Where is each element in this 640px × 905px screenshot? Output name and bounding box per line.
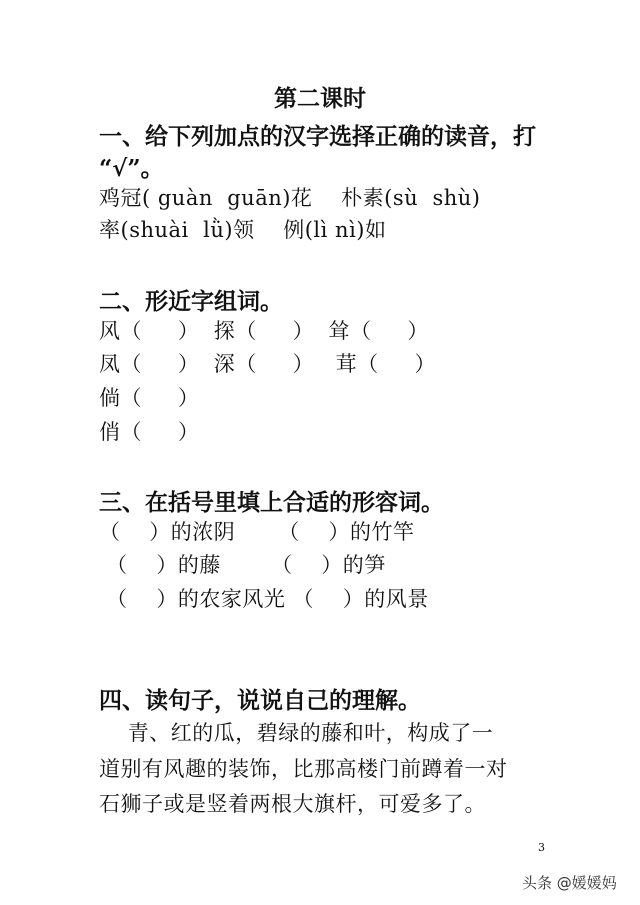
section3-row2: （ ）的藤 （ ）的笋 — [99, 553, 386, 577]
section1-line2: 率(shuài lǜ)领 例(lì nì)如 — [99, 218, 387, 242]
section1-line1: 鸡冠( guàn guān)花 朴素(sù shù) — [99, 186, 481, 210]
section4-paragraph-line2: 道别有风趣的装饰，比那高楼门前蹲着一对 — [99, 757, 508, 781]
section4-paragraph-line3: 石狮子或是竖着两根大旗杆，可爱多了。 — [99, 792, 486, 816]
section1-heading-line2: “√”。 — [99, 155, 164, 182]
section1-heading-line1: 一、给下列加点的汉字选择正确的读音，打 — [99, 123, 536, 150]
section4-heading: 四、读句子，说说自己的理解。 — [99, 687, 421, 714]
page-number: 3 — [538, 841, 545, 854]
page-title: 第二课时 — [274, 85, 366, 112]
section2-row4: 俏（ ） — [99, 420, 200, 444]
section3-row1: （ ）的浓阴 （ ）的竹竿 — [99, 520, 415, 544]
section3-heading: 三、在括号里填上合适的形容词。 — [99, 489, 444, 516]
section2-row3: 倘（ ） — [99, 386, 200, 410]
section2-heading: 二、形近字组词。 — [99, 288, 283, 315]
section3-row3: （ ）的农家风光 （ ）的风景 — [99, 587, 429, 611]
watermark: 头条 @媛媛妈 — [522, 874, 617, 892]
section2-row2: 凤（ ） 深（ ） 茸（ ） — [99, 352, 437, 376]
section2-row1: 风（ ） 探（ ） 耸（ ） — [99, 319, 429, 343]
section4-paragraph-line1: 青、红的瓜，碧绿的藤和叶，构成了一 — [99, 721, 494, 745]
